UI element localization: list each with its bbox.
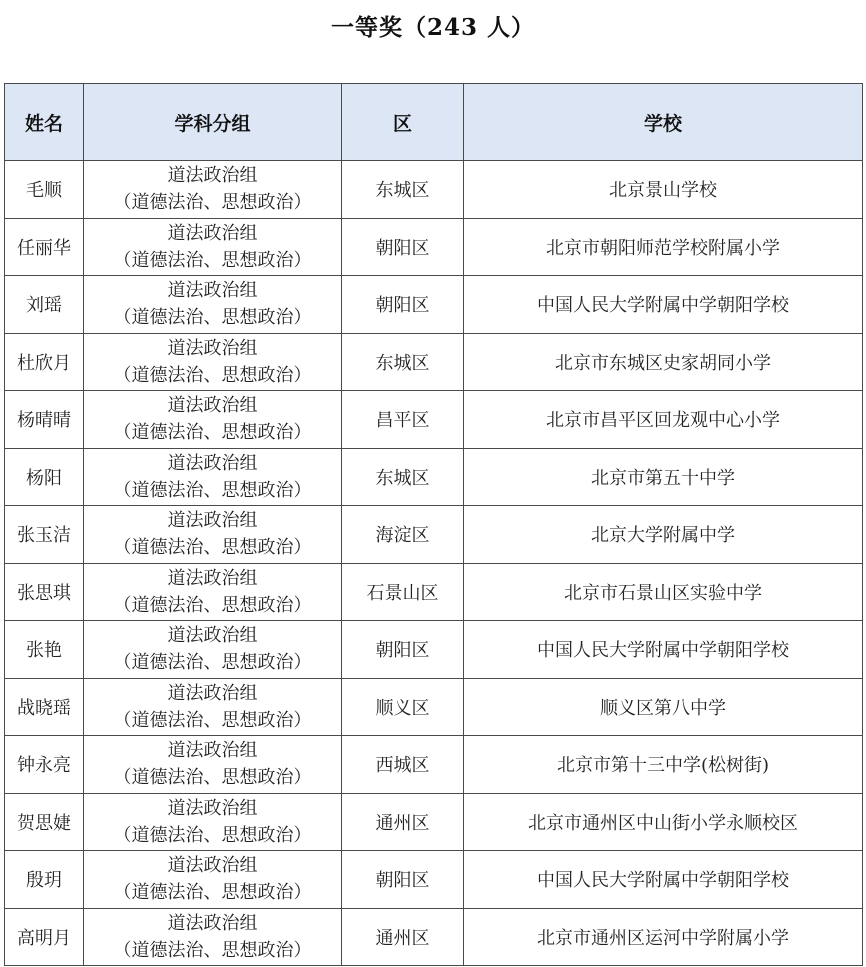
cell-district: 石景山区 <box>342 563 464 621</box>
header-district: 区 <box>342 84 464 161</box>
table-row <box>5 218 863 276</box>
cell-school: 北京大学附属中学 <box>464 506 863 564</box>
cell-subject <box>84 621 342 679</box>
subject-detail: （道德法治、思想政治） <box>113 192 312 214</box>
cell-subject <box>84 563 342 621</box>
subject-group: 道法政治组 <box>167 280 258 302</box>
cell-name: 任丽华 <box>5 218 84 276</box>
cell-subject <box>84 448 342 506</box>
subject-detail: （道德法治、思想政治） <box>113 939 312 961</box>
subject-detail: （道德法治、思想政治） <box>113 422 312 444</box>
cell-subject <box>84 678 342 736</box>
cell-district: 朝阳区 <box>342 276 464 334</box>
header-school: 学校 <box>464 84 863 161</box>
cell-name: 杜欣月 <box>5 333 84 391</box>
cell-district: 东城区 <box>342 161 464 219</box>
table-row <box>5 448 863 506</box>
table-row <box>5 908 863 966</box>
cell-name: 张玉洁 <box>5 506 84 564</box>
subject-group: 道法政治组 <box>167 165 258 187</box>
table-row <box>5 621 863 679</box>
cell-subject <box>84 333 342 391</box>
header-subject: 学科分组 <box>84 84 342 161</box>
subject-group: 道法政治组 <box>167 567 258 589</box>
subject-detail: （道德法治、思想政治） <box>113 364 312 386</box>
cell-district: 东城区 <box>342 333 464 391</box>
cell-school: 中国人民大学附属中学朝阳学校 <box>464 851 863 909</box>
cell-district: 通州区 <box>342 793 464 851</box>
cell-school: 北京市第十三中学(松树街) <box>464 736 863 794</box>
cell-subject <box>84 276 342 334</box>
cell-name: 战晓瑶 <box>5 678 84 736</box>
subject-detail: （道德法治、思想政治） <box>113 537 312 559</box>
subject-group: 道法政治组 <box>167 912 258 934</box>
subject-detail: （道德法治、思想政治） <box>113 882 312 904</box>
subject-group: 道法政治组 <box>167 222 258 244</box>
cell-school: 北京景山学校 <box>464 161 863 219</box>
header-name: 姓名 <box>5 84 84 161</box>
subject-group: 道法政治组 <box>167 395 258 417</box>
cell-school: 北京市通州区运河中学附属小学 <box>464 908 863 966</box>
cell-subject <box>84 851 342 909</box>
table-row <box>5 851 863 909</box>
table-row <box>5 161 863 219</box>
cell-subject <box>84 908 342 966</box>
cell-subject <box>84 736 342 794</box>
cell-school: 北京市第五十中学 <box>464 448 863 506</box>
cell-school: 中国人民大学附属中学朝阳学校 <box>464 276 863 334</box>
cell-district: 朝阳区 <box>342 218 464 276</box>
table-row <box>5 391 863 449</box>
cell-name: 贺思婕 <box>5 793 84 851</box>
cell-district: 朝阳区 <box>342 621 464 679</box>
cell-district: 通州区 <box>342 908 464 966</box>
cell-subject <box>84 506 342 564</box>
subject-group: 道法政治组 <box>167 797 258 819</box>
cell-school: 北京市朝阳师范学校附属小学 <box>464 218 863 276</box>
cell-district: 西城区 <box>342 736 464 794</box>
subject-detail: （道德法治、思想政治） <box>113 594 312 616</box>
subject-group: 道法政治组 <box>167 740 258 762</box>
table-header-row <box>5 84 863 161</box>
table-row <box>5 678 863 736</box>
cell-name: 张艳 <box>5 621 84 679</box>
subject-group: 道法政治组 <box>167 625 258 647</box>
subject-detail: （道德法治、思想政治） <box>113 479 312 501</box>
cell-name: 杨阳 <box>5 448 84 506</box>
cell-name: 殷玥 <box>5 851 84 909</box>
table-body <box>5 161 863 966</box>
subject-detail: （道德法治、思想政治） <box>113 824 312 846</box>
page-title: 一等奖（243 人） <box>330 14 536 41</box>
cell-name: 杨晴晴 <box>5 391 84 449</box>
cell-name: 高明月 <box>5 908 84 966</box>
table-row <box>5 506 863 564</box>
cell-school: 顺义区第八中学 <box>464 678 863 736</box>
cell-district: 朝阳区 <box>342 851 464 909</box>
subject-detail: （道德法治、思想政治） <box>113 652 312 674</box>
cell-school: 北京市石景山区实验中学 <box>464 563 863 621</box>
cell-school: 北京市昌平区回龙观中心小学 <box>464 391 863 449</box>
table-row <box>5 563 863 621</box>
subject-detail: （道德法治、思想政治） <box>113 249 312 271</box>
cell-subject <box>84 391 342 449</box>
table-row <box>5 333 863 391</box>
table-row <box>5 276 863 334</box>
table-row <box>5 793 863 851</box>
subject-group: 道法政治组 <box>167 682 258 704</box>
cell-district: 顺义区 <box>342 678 464 736</box>
table-row <box>5 736 863 794</box>
cell-district: 东城区 <box>342 448 464 506</box>
subject-detail: （道德法治、思想政治） <box>113 709 312 731</box>
cell-school: 北京市东城区史家胡同小学 <box>464 333 863 391</box>
subject-detail: （道德法治、思想政治） <box>113 307 312 329</box>
cell-name: 钟永亮 <box>5 736 84 794</box>
subject-group: 道法政治组 <box>167 855 258 877</box>
cell-subject <box>84 218 342 276</box>
cell-school: 北京市通州区中山街小学永顺校区 <box>464 793 863 851</box>
cell-name: 张思琪 <box>5 563 84 621</box>
subject-group: 道法政治组 <box>167 510 258 532</box>
subject-group: 道法政治组 <box>167 337 258 359</box>
awards-table <box>4 83 863 966</box>
cell-subject <box>84 793 342 851</box>
cell-name: 刘瑶 <box>5 276 84 334</box>
subject-group: 道法政治组 <box>167 452 258 474</box>
cell-school: 中国人民大学附属中学朝阳学校 <box>464 621 863 679</box>
cell-name: 毛顺 <box>5 161 84 219</box>
subject-detail: （道德法治、思想政治） <box>113 767 312 789</box>
cell-subject <box>84 161 342 219</box>
cell-district: 昌平区 <box>342 391 464 449</box>
cell-district: 海淀区 <box>342 506 464 564</box>
